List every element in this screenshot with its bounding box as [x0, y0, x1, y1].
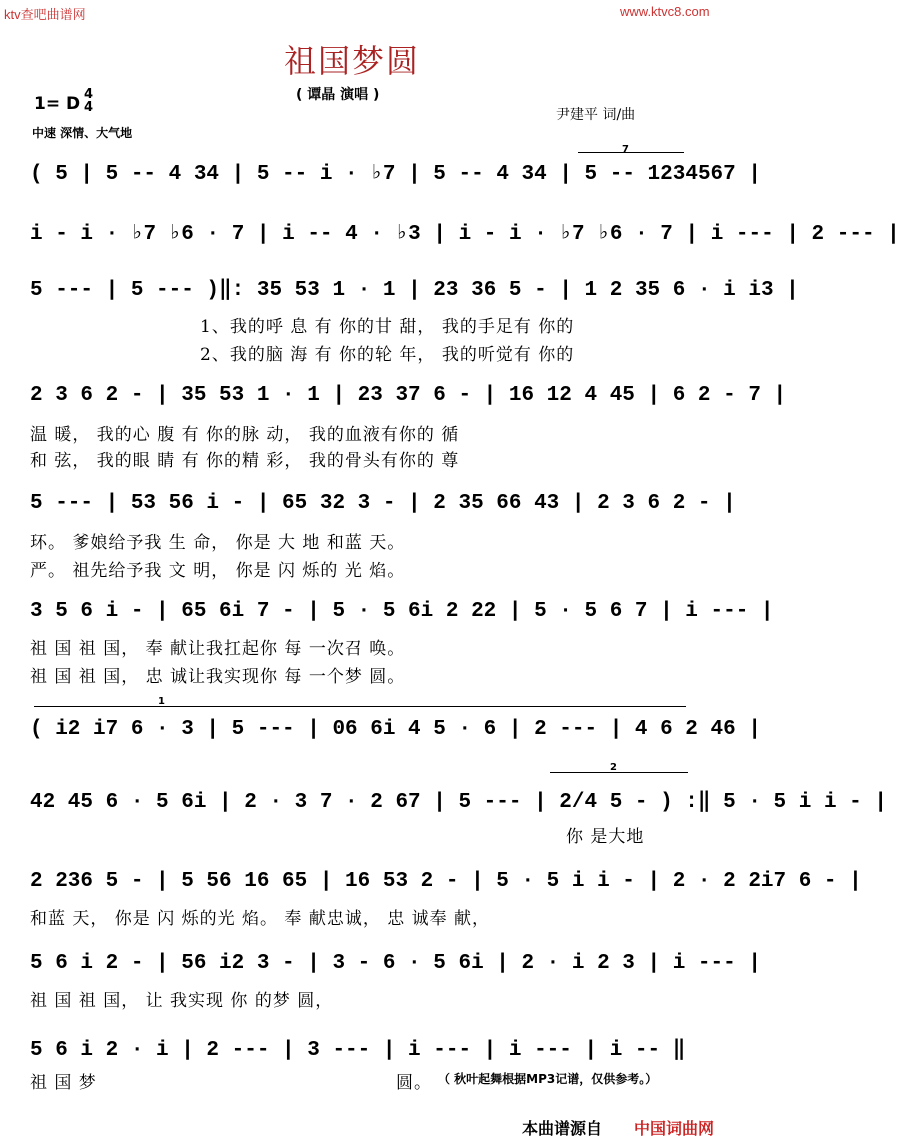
- time-sig-top: 4: [84, 87, 94, 102]
- lyric-v2-c: 严。 祖先给予我 文 明， 你是 闪 烁的 光 焰。: [30, 561, 406, 581]
- time-signature: [84, 88, 93, 114]
- lyric-line-g: 祖 国 祖 国， 让 我实现 你 的梦 圆，: [30, 991, 334, 1011]
- page-title: 祖国梦圆: [284, 42, 421, 80]
- transcription-note: （ 秋叶起舞根据MP3记谱，仅供参考。）: [438, 1072, 658, 1086]
- lyric-v2-b: 和 弦， 我的眼 睛 有 你的精 彩， 我的骨头有你的 尊: [30, 451, 460, 471]
- score-line-4: 2 3 6 2 - | 35 53 1 · 1 | 23 37 6 - | 16 12 4 45 | 6 2 - 7 |: [30, 384, 787, 407]
- score-line-10: 5 6 i 2 - | 56 i2 3 - | 3 - 6 · 5 6i | 2 · i 2 3 | i --- |: [30, 952, 761, 975]
- singer-credit: ( 谭晶 演唱 ): [296, 87, 380, 103]
- tuplet-number: 7: [622, 144, 629, 155]
- lyric-line-e: 你 是大地: [566, 827, 645, 847]
- lyric-v1-c: 环。 爹娘给予我 生 命， 你是 大 地 和蓝 天。: [30, 533, 406, 553]
- score-line-11: 5 6 i 2 · i | 2 --- | 3 --- | i --- | i --- | i -- ‖: [30, 1039, 686, 1062]
- score-line-9: 2 236 5 - | 5 56 16 65 | 16 53 2 - | 5 · 5 i i - | 2 · 2 2i7 6 - |: [30, 870, 862, 893]
- tempo-marking: 中速 深情、大气地: [32, 126, 133, 140]
- watermark-right: www.ktvc8.com: [620, 4, 710, 19]
- first-ending-number: 1: [158, 696, 165, 707]
- lyric-v2-d: 祖 国 祖 国， 忠 诚让我实现你 每 一个梦 圆。: [30, 667, 406, 687]
- score-line-5: 5 --- | 53 56 i - | 65 32 3 - | 2 35 66 43 | 2 3 6 2 - |: [30, 492, 736, 515]
- footer-site-name: 中国词曲网: [634, 1119, 715, 1138]
- lyric-v1-d: 祖 国 祖 国， 奉 献让我扛起你 每 一次召 唤。: [30, 639, 406, 659]
- score-line-2: i - i · ♭7 ♭6 · 7 | i -- 4 · ♭3 | i - i · ♭7 ♭6 · 7 | i --- | 2 --- |: [30, 223, 900, 246]
- lyric-v2-a: 2、我的脑 海 有 你的轮 年， 我的听觉有 你的: [200, 345, 575, 365]
- score-line-7: ( i2 i7 6 · 3 | 5 --- | 06 6i 4 5 · 6 | 2 --- | 4 6 2 46 |: [30, 718, 761, 741]
- score-line-1: ( 5 | 5 -- 4 34 | 5 -- i · ♭7 | 5 -- 4 34 | 5 -- 1234567 |: [30, 163, 761, 186]
- lyric-line-f: 和蓝 天， 你是 闪 烁的光 焰。 奉 献忠诚， 忠 诚奉 献，: [30, 909, 491, 929]
- second-ending-bracket: [550, 772, 688, 773]
- score-line-6: 3 5 6 i - | 65 6i 7 - | 5 · 5 6i 2 22 | 5 · 5 6 7 | i --- |: [30, 600, 774, 623]
- footer-source-label: 本曲谱源自: [522, 1119, 603, 1138]
- lyric-line-h-end: 圆。: [396, 1073, 432, 1093]
- key-signature: 1= D: [34, 94, 81, 114]
- watermark-left: ktv查吧曲谱网: [4, 7, 86, 22]
- lyric-line-h: 祖 国 梦: [30, 1073, 97, 1093]
- lyric-v1-a: 1、我的呼 息 有 你的甘 甜， 我的手足有 你的: [200, 317, 575, 337]
- lyric-v1-b: 温 暖， 我的心 腹 有 你的脉 动， 我的血液有你的 循: [30, 425, 460, 445]
- second-ending-number: 2: [610, 762, 617, 773]
- tuplet-bracket: [578, 152, 684, 153]
- score-line-8: 42 45 6 · 5 6i | 2 · 3 7 · 2 67 | 5 --- | 2/4 5 - ) :‖ 5 · 5 i i - |: [30, 791, 887, 814]
- composer-credit: 尹建平 词/曲: [556, 107, 636, 123]
- score-line-3: 5 --- | 5 --- )‖: 35 53 1 · 1 | 23 36 5 - | 1 2 35 6 · i i3 |: [30, 279, 799, 302]
- time-sig-bottom: 4: [84, 100, 94, 115]
- first-ending-bracket: [34, 706, 686, 707]
